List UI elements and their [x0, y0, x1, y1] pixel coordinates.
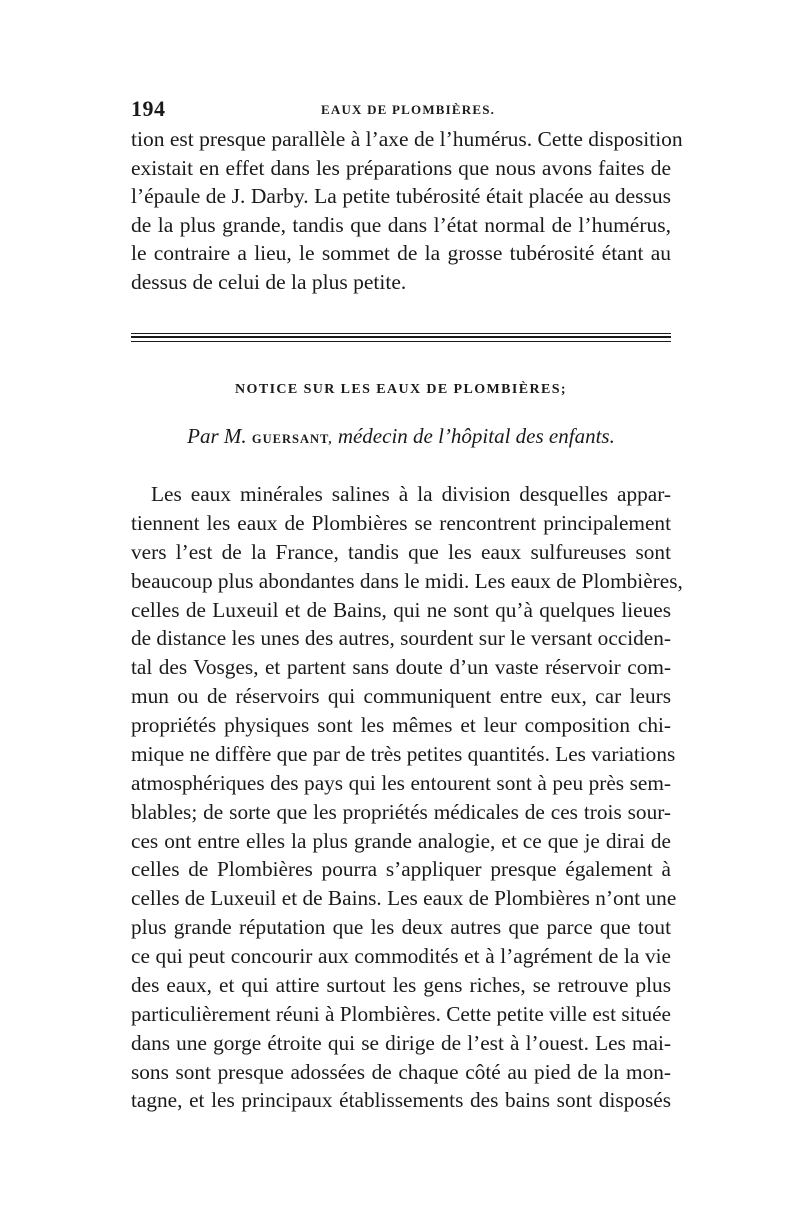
text-line: atmosphériques des pays qui les entourent sont à peu près sem- — [131, 770, 671, 795]
body-paragraph — [131, 480, 683, 1115]
text-line: particulièrement réuni à Plombières. Cette petite ville est située — [131, 1001, 671, 1026]
page-number: 194 — [131, 96, 166, 121]
text-line: ces ont entre elles la plus grande analogie, et ce que je dirai de — [131, 828, 671, 853]
text-line: propriétés physiques sont les mêmes et leur composition chi- — [131, 713, 671, 737]
running-title: EAUX DE PLOMBIÈRES. — [321, 102, 496, 117]
text-line: tagne, et les principaux établissements des bains sont disposés — [131, 1088, 671, 1113]
author-byline — [131, 424, 671, 449]
divider-rule — [131, 341, 671, 342]
text-line: celles de Luxeuil et de Bains, qui ne sont qu’à quelques lieues — [131, 597, 671, 622]
text-line: tiennent les eaux de Plombières se rencontrent principalement — [131, 510, 671, 535]
text-line: l’épaule de J. Darby. La petite tubérosité était placée au dessus — [131, 184, 671, 209]
divider-rule — [131, 333, 671, 334]
running-head — [131, 96, 671, 126]
text-line: tal des Vosges, et partent sans doute d’un vaste réservoir com- — [131, 655, 671, 680]
divider-rule — [131, 336, 671, 338]
byline-prefix: Par M. — [187, 424, 247, 448]
text-line: dans une gorge étroite qui se dirige de l’est à l’ouest. Les mai- — [131, 1030, 671, 1055]
section-title: NOTICE SUR LES EAUX DE PLOMBIÈRES; — [235, 382, 567, 397]
text-line: de distance les unes des autres, sourdent sur le versant occiden- — [131, 626, 671, 651]
text-line: des eaux, et qui attire surtout les gens riches, se retrouve plus — [131, 972, 671, 997]
author-name: GUERSANT, — [251, 432, 333, 446]
text-line: tion est presque parallèle à l’axe de l’humérus. Cette disposition — [131, 127, 683, 151]
text-line: celles de Plombières pourra s’appliquer presque également à — [131, 857, 671, 882]
text-line: le contraire a lieu, le sommet de la grosse tubérosité étant au — [131, 241, 671, 266]
text-line: dessus de celui de la plus petite. — [131, 269, 407, 294]
text-line: existait en effet dans les préparations que nous avons faites de — [131, 155, 671, 180]
byline-suffix: médecin de l’hôpital des enfants. — [337, 424, 615, 448]
text-line: beaucoup plus abondantes dans le midi. Les eaux de Plombières, — [131, 568, 683, 593]
text-line: mique ne diffère que par de très petites quantités. Les variations — [131, 741, 676, 766]
text-line: mun ou de réservoirs qui communiquent entre eux, car leurs — [131, 684, 671, 709]
continued-paragraph — [131, 125, 683, 297]
text-line: de la plus grande, tandis que dans l’état normal de l’humérus, — [131, 212, 671, 237]
text-line: sons sont presque adossées de chaque côté au pied de la mon- — [131, 1059, 671, 1084]
text-line: plus grande réputation que les deux autres que parce que tout — [131, 915, 671, 940]
text-line: vers l’est de la France, tandis que les eaux sulfureuses sont — [131, 539, 671, 564]
text-line: Les eaux minérales salines à la division desquelles appar- — [151, 482, 671, 506]
text-line: celles de Luxeuil et de Bains. Les eaux de Plombières n’ont une — [131, 886, 677, 911]
section-divider — [131, 333, 671, 345]
text-line: blables; de sorte que les propriétés médicales de ces trois sour- — [131, 799, 671, 824]
text-line: ce qui peut concourir aux commodités et à l’agrément de la vie — [131, 944, 671, 968]
